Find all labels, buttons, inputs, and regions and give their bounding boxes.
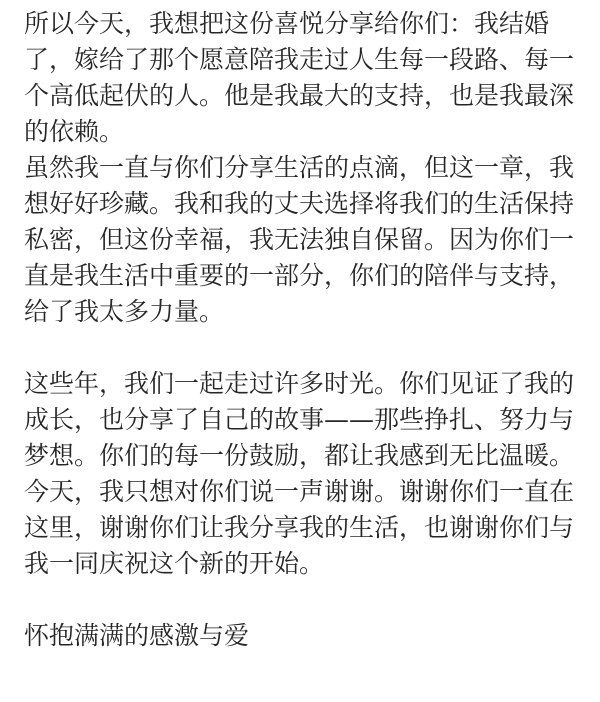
text-line: 虽然我一直与你们分享生活的点滴，但这一章，我 (24, 153, 575, 182)
text-line: 这里，谢谢你们让我分享我的生活，也谢谢你们与 (24, 513, 575, 542)
paragraph-gap (24, 582, 584, 618)
text-line: 这些年，我们一起走过许多时光。你们见证了我的 (24, 369, 575, 398)
cutoff-text-line: 怀抱满满的感激与爱 (24, 621, 250, 650)
paragraph-1 (24, 6, 584, 150)
text-line: 成长，也分享了自己的故事——那些挣扎、努力与 (24, 405, 575, 434)
text-line: 想好好珍藏。我和我的丈夫选择将我们的生活保持 (24, 189, 575, 218)
paragraph-gap (24, 330, 584, 366)
text-line: 了，嫁给了那个愿意陪我走过人生每一段路、每一 (24, 45, 575, 74)
paragraph-3 (24, 366, 584, 582)
text-line: 我一同庆祝这个新的开始。 (24, 549, 325, 578)
text-line: 今天，我只想对你们说一声谢谢。谢谢你们一直在 (24, 477, 575, 506)
paragraph-2 (24, 150, 584, 330)
text-line: 给了我太多力量。 (24, 297, 225, 326)
text-line: 所以今天，我想把这份喜悦分享给你们：我结婚 (24, 9, 550, 38)
text-line: 个高低起伏的人。他是我最大的支持，也是我最深 (24, 81, 575, 110)
text-line: 直是我生活中重要的一部分，你们的陪伴与支持， (24, 261, 575, 290)
text-line: 私密，但这份幸福，我无法独自保留。因为你们一 (24, 225, 575, 254)
text-line: 的依赖。 (24, 117, 125, 146)
announcement-text (24, 6, 584, 654)
text-line: 梦想。你们的每一份鼓励，都让我感到无比温暖。 (24, 441, 575, 470)
